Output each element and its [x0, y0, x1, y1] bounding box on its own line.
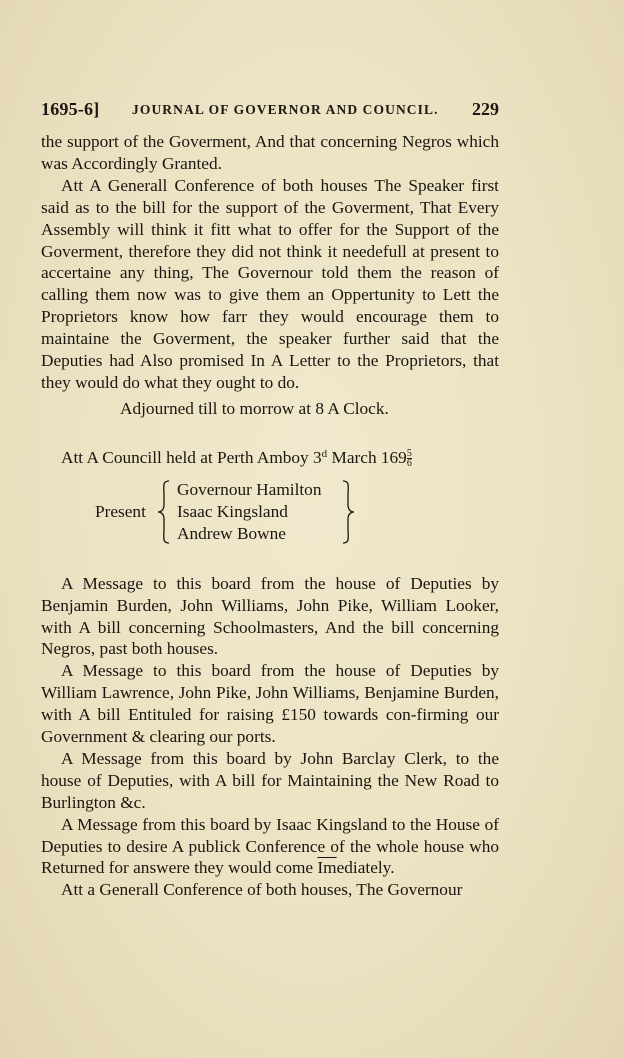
- adjournment-line: Adjourned till to morrow at 8 A Clock.: [120, 398, 389, 418]
- running-head: [41, 99, 499, 123]
- paragraph-generall-conference: Att A Generall Conference of both houses The Speaker first said as to the bill for the support of the Goverment, That Every Assembly will think it fitt what to offer for the Support of the Goverment, therefore they did not think it needefull at present to accertaine any thing, The Governour told them the reason of calling them now was to give them an Oppertunity to Lett the Proprietors know how farr they would encourage them to maintaine the Goverment, the speaker further said that the Deputies had Also promised In A Letter to the Proprietors, that they would do what they ought to do.: [41, 175, 499, 392]
- running-head-date: 1695-6]: [41, 99, 100, 119]
- abbreviated-im: $\overline{Im}$: [317, 858, 337, 878]
- paragraph-message-schoolmasters: A Message to this board from the house of Deputies by Benjamin Burden, John Williams, John Pike, William Looker, with A bill concerning Schoolmasters, And the bill concerning Negros, past both houses.: [41, 573, 499, 659]
- year-fraction-denominator: 6: [406, 457, 412, 469]
- year-fraction: [407, 449, 412, 468]
- present-members-block: [41, 479, 499, 549]
- members-list: [177, 479, 321, 545]
- running-head-title: JOURNAL OF GOVERNOR AND COUNCIL.: [132, 102, 439, 117]
- member-isaac-kingsland: Isaac Kingsland: [177, 501, 288, 521]
- paragraph-support-goverment: the support of the Goverment, And that concerning Negros which was Accordingly Granted.: [41, 132, 499, 173]
- page-number: 229: [472, 99, 499, 119]
- publick-conference-text: A Message from this board by Isaac Kingsland to the House of Deputies to desire A publick Conference of the whole house who Returned for answere they would come: [41, 814, 499, 878]
- year-fraction-numerator: 5: [406, 447, 412, 459]
- paragraph-generall-conference-governour: Att a Generall Conference of both houses, The Governour: [61, 880, 463, 900]
- paragraph-message-new-road: A Message from this board by John Barclay Clerk, to the house of Deputies, with A bill for Maintaining the New Road to Burlington &c.: [41, 748, 499, 812]
- council-heading-month: March 169: [327, 447, 407, 467]
- journal-body: [41, 131, 499, 901]
- right-brace-icon: [341, 479, 355, 545]
- council-heading: [61, 447, 499, 469]
- present-label: Present: [95, 501, 146, 521]
- council-heading-text: Att A Councill held at Perth Amboy 3: [61, 447, 322, 467]
- publick-conference-end: ediately.: [336, 858, 395, 878]
- member-governour-hamilton: Governour Hamilton: [177, 479, 322, 499]
- council-heading-ordinal: d: [321, 447, 328, 460]
- left-brace-icon: [157, 479, 171, 545]
- paragraph-message-publick-conference: [41, 814, 499, 880]
- paragraph-message-raising-150: A Message to this board from the house of Deputies by William Lawrence, John Pike, John Williams, Benjamine Burden, with A bill Entituled for raising £150 towards con-firming our Government & clearing our ports.: [41, 661, 499, 747]
- member-andrew-bowne: Andrew Bowne: [177, 523, 286, 543]
